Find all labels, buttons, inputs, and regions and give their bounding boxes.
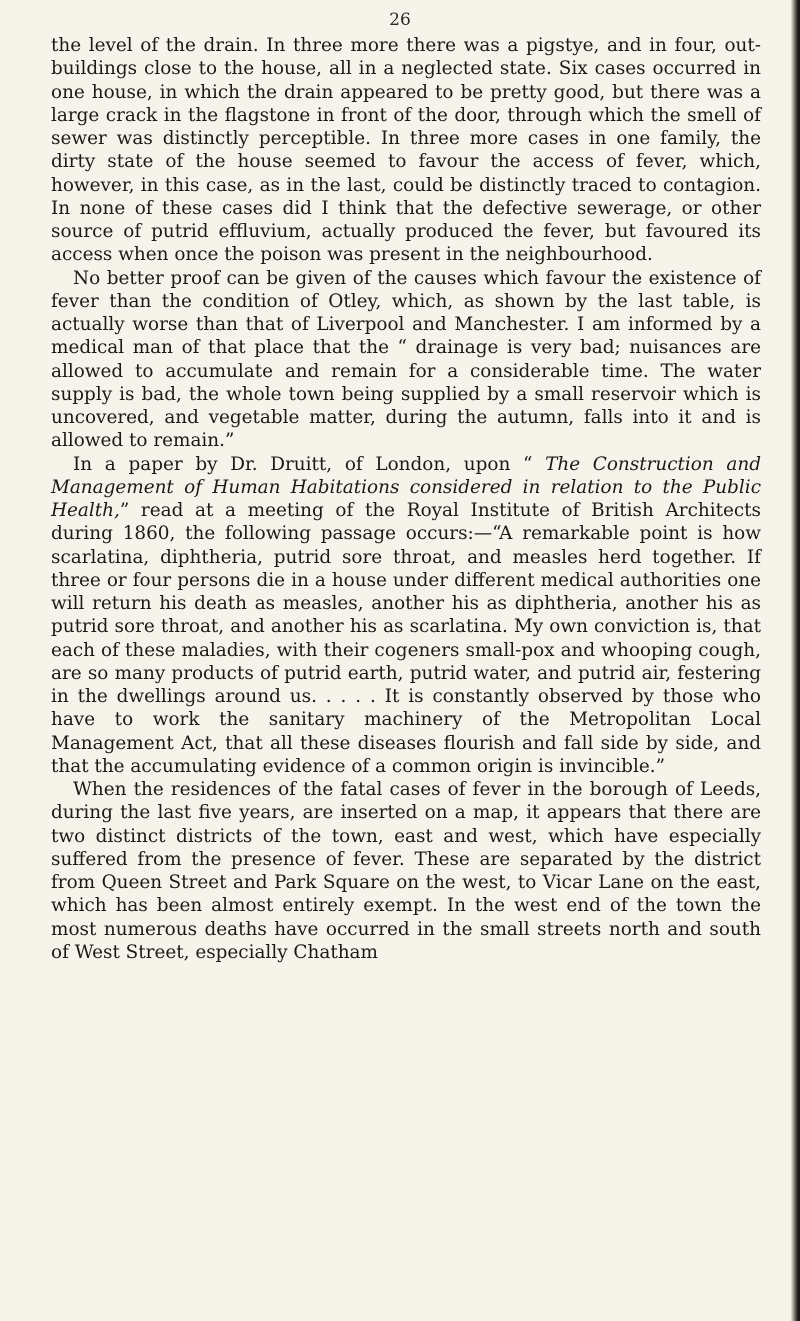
page-number: 26 bbox=[389, 10, 411, 30]
paragraph-3-rest: ” read at a meeting of the Royal Institute of British Architects during 1860, the following passage occurs:—“A remarkable point is how scarlatina, diphtheria, putrid sore throat, and measles herd together. If three or four persons die in a house under different medical authorities one will return his death as measles, another his as diphtheria, another his as putrid sore throat, and another his as scarlatina. My own conviction is, that each of these maladies, with their cogeners small-pox and whooping cough, are so many products of putrid earth, putrid water, and putrid air, festering in the dwellings around us. . . . . It is constantly observed by those who have to work the sanitary machinery of the Metropolitan Local Management Act, that all these diseases flourish and fall side by side, and that the accumulating evidence of a common origin is invincible.” bbox=[51, 500, 761, 777]
paper-title: The Construction and Management of Human Habitations considered in relation to the Public Health, bbox=[51, 453, 761, 521]
paragraph-3 bbox=[51, 453, 761, 779]
body-text bbox=[51, 34, 761, 964]
paragraph-4: When the residences of the fatal cases of fever in the borough of Leeds, during the last five years, are inserted on a map, it appears that there are two distinct districts of the town, east and west, which have especially suffered from the presence of fever. These are separated by the district from Queen Street and Park Square on the west, to Vicar Lane on the east, which has been almost entirely exempt. In the west end of the town the most numerous deaths have occurred in the small streets north and south of West Street, especially Chatham bbox=[51, 779, 761, 963]
paragraph-3-lead: In a paper by Dr. Druitt, of London, upon “ bbox=[73, 453, 546, 475]
page-edge-shadow bbox=[791, 0, 800, 1321]
paragraph-1: the level of the drain. In three more there was a pigstye, and in four, out-buildings close to the house, all in a neglected state. Six cases occurred in one house, in which the drain appeared to be pretty good, but there was a large crack in the flagstone in front of the door, through which the smell of sewer was distinctly perceptible. In three more cases in one family, the dirty state of the house seemed to favour the access of fever, which, however, in this case, as in the last, could be distinctly traced to contagion. In none of these cases did I think that the defective sewerage, or other source of putrid effluvium, actually produced the fever, but favoured its access when once the poison was present in the neighbourhood. bbox=[51, 35, 761, 266]
paragraph-2: No better proof can be given of the causes which favour the existence of fever than the condition of Otley, which, as shown by the last table, is actually worse than that of Liverpool and Manchester. I am informed by a medical man of that place that the “ drainage is very bad; nuisances are allowed to accumulate and remain for a considerable time. The water supply is bad, the whole town being supplied by a small reservoir which is uncovered, and vegetable matter, during the autumn, falls into it and is allowed to remain.” bbox=[51, 267, 761, 452]
